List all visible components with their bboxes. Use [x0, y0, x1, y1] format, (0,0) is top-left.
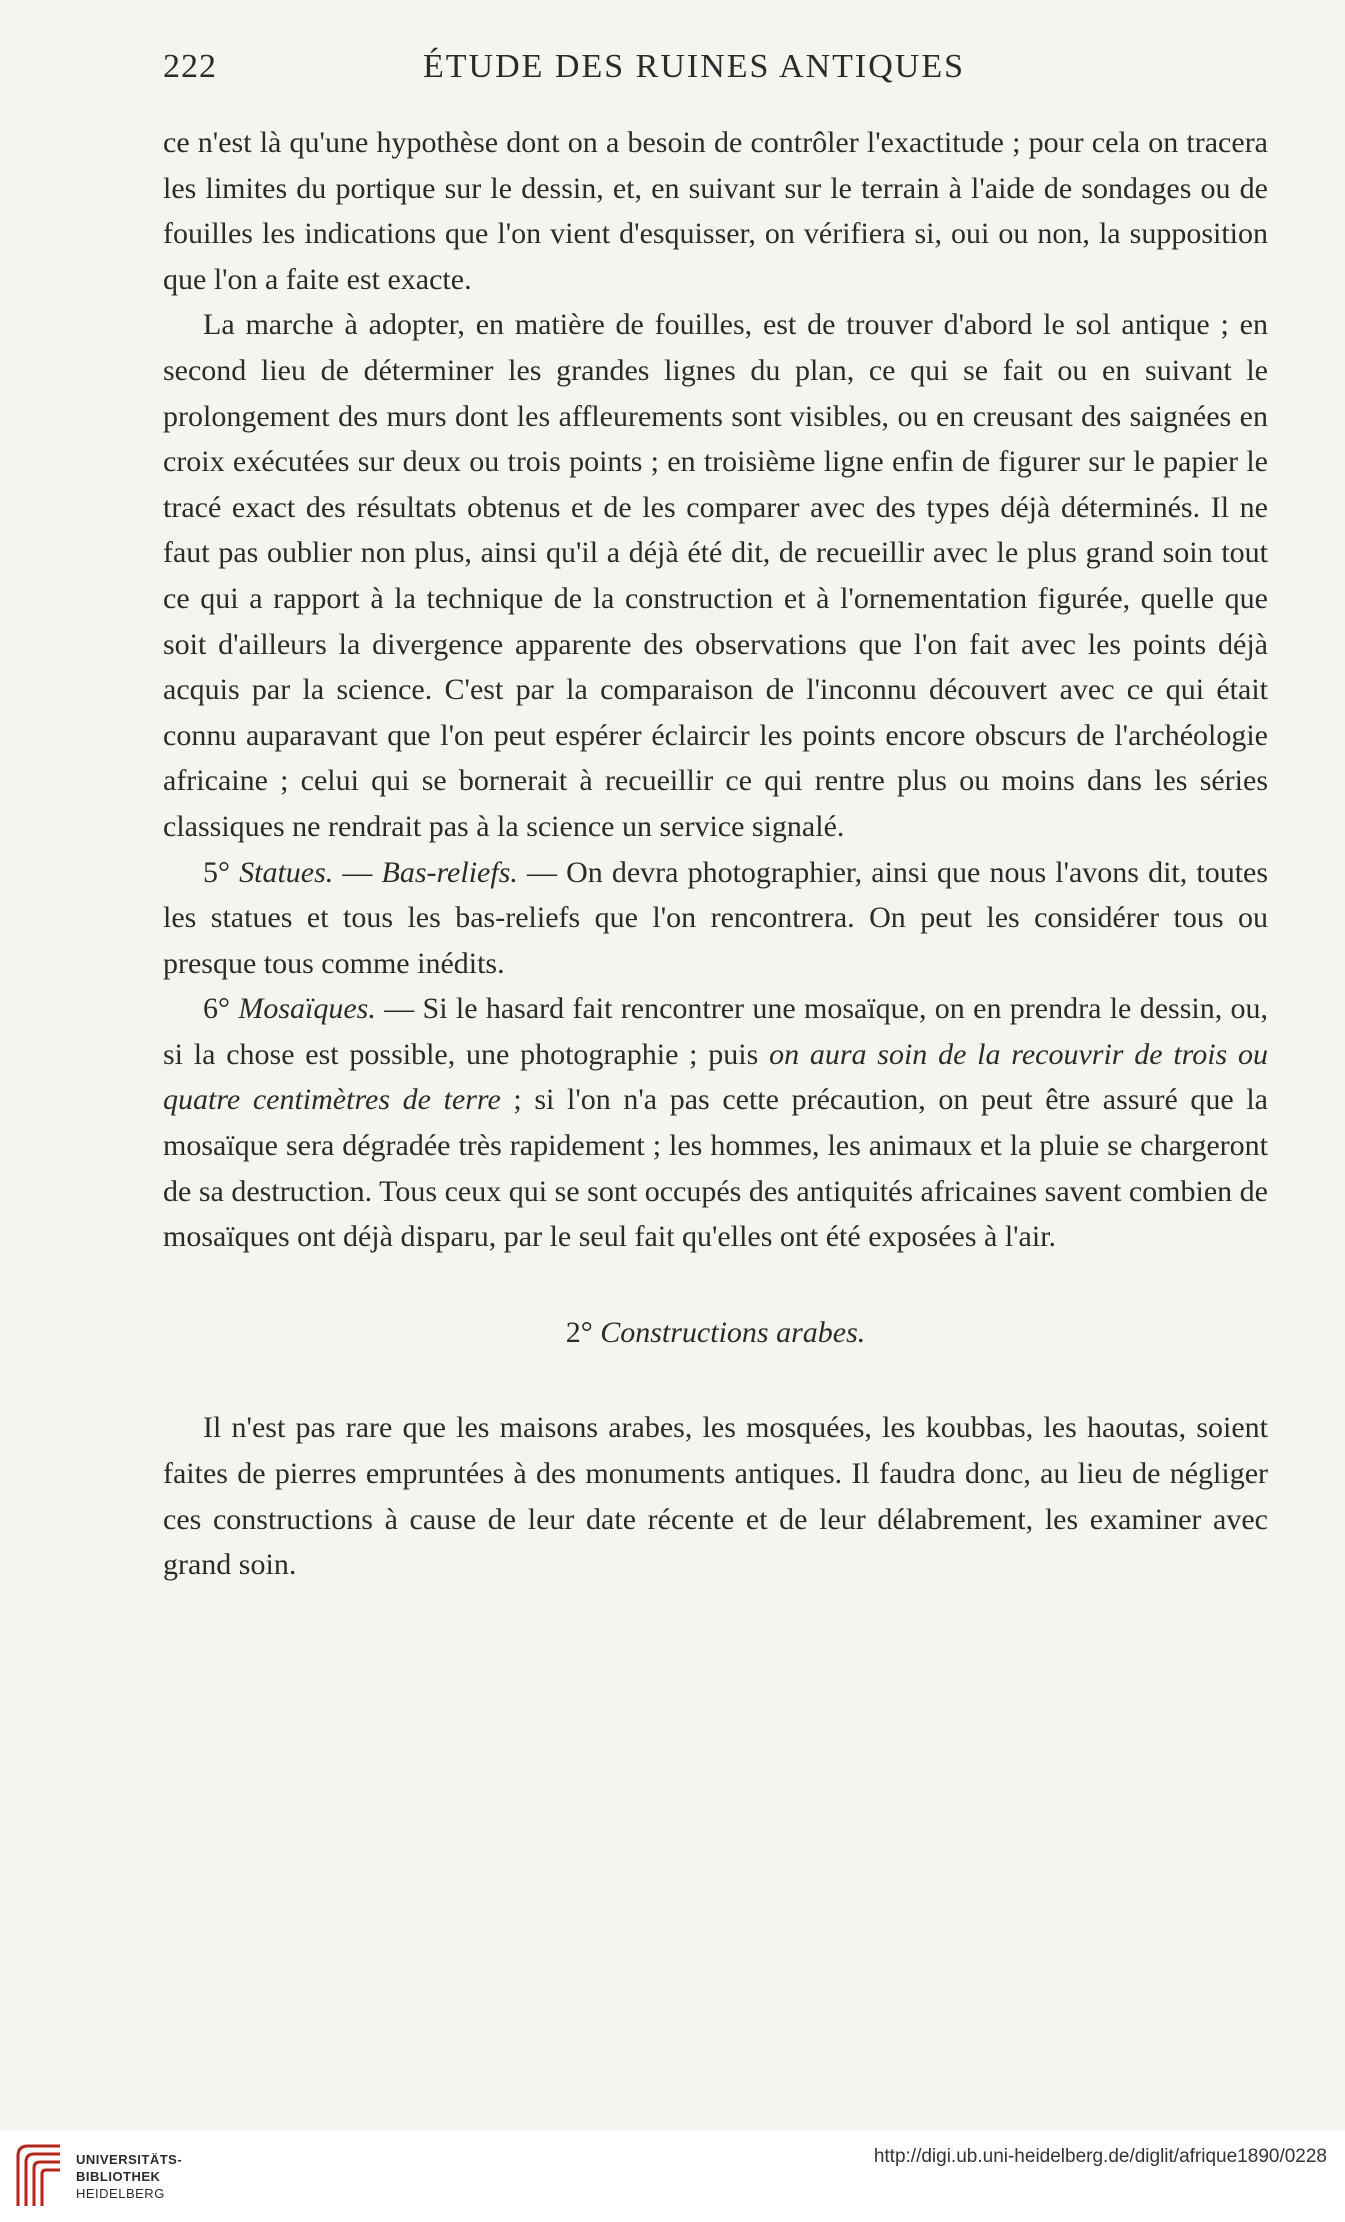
- footer-bar: [0, 2130, 1345, 2222]
- paragraph-mosaiques: [163, 986, 1268, 1260]
- mosaiques-italic-instruction: on aura soin de la recouvrir de trois ou quatre centimètres de terre: [163, 1037, 1269, 1117]
- mosaiques-label: Mosaïques.: [238, 992, 376, 1026]
- section-heading-number: 2°: [565, 1315, 593, 1349]
- statues-dash-1: —: [333, 855, 382, 889]
- mosaiques-number: 6°: [203, 992, 230, 1026]
- bas-reliefs-label: Bas-reliefs.: [381, 855, 518, 889]
- source-url-link[interactable]: http://digi.ub.uni-heidelberg.de/diglit/afrique1890/0228: [873, 2146, 1327, 2167]
- mosaiques-text-before: Si le hasard fait rencontrer une mosaïque, on en prendra le dessin, ou, si la chose est possible, une photographie ; puis: [163, 992, 1269, 1071]
- logo-line-1: UNIVERSITÄTS-: [76, 2152, 183, 2167]
- section-heading: [163, 1310, 1268, 1356]
- running-title: ÉTUDE DES RUINES ANTIQUES: [423, 48, 966, 85]
- logo-line-2: BIBLIOTHEK: [76, 2169, 161, 2184]
- running-head: [163, 48, 1263, 98]
- logo-line-3: HEIDELBERG: [76, 2186, 165, 2201]
- statues-text: On devra photographier, ainsi que nous l'avons dit, toutes les statues et tous les bas-reliefs que l'on rencontrera. On peut les considérer tous ou presque tous comme inédits.: [163, 855, 1269, 980]
- section-heading-title: Constructions arabes.: [600, 1315, 866, 1349]
- statues-label: Statues.: [239, 855, 334, 889]
- library-logo: [14, 2142, 183, 2212]
- mosaiques-text-after: ; si l'on n'a pas cette précaution, on peut être assuré que la mosaïque sera dégradée très rapidement ; les hommes, les animaux et la pluie se chargeront de sa destruction. Tous ceux qui se sont occupés des antiquités africaines savent combien de mosaïques ont déjà disparu, par le seul fait qu'elles ont été exposées à l'air.: [163, 1083, 1268, 1254]
- paragraph-continuation: ce n'est là qu'une hypothèse dont on a besoin de contrôler l'exactitude ; pour cela on tracera les limites du portique sur le dessin, et, en suivant sur le terrain à l'aide de sondages ou de fouilles les indications que l'on vient d'esquisser, on vérifiera si, oui ou non, la supposition que l'on a faite est exacte.: [163, 126, 1268, 296]
- body-text: [163, 120, 1268, 1588]
- statues-number: 5°: [203, 855, 230, 889]
- page-number: 222: [163, 48, 217, 85]
- mosaiques-dash: —: [375, 992, 423, 1026]
- statues-dash-2: —: [517, 855, 567, 889]
- paragraph-fouilles: La marche à adopter, en matière de fouilles, est de trouver d'abord le sol antique ; en second lieu de déterminer les grandes lignes du plan, ce qui se fait ou en suivant le prolongement des murs dont les affleurements sont visibles, ou en creusant des saignées en croix exécutées sur deux ou trois points ; en troisième ligne enfin de figurer sur le papier le tracé exact des résultats obtenus et de les comparer avec des types déjà déterminés. Il ne faut pas oublier non plus, ainsi qu'il a déjà été dit, de recueillir avec le plus grand soin tout ce qui a rapport à la technique de la construction et à l'ornementation figurée, quelle que soit d'ailleurs la divergence apparente des observations que l'on fait avec les points déjà acquis par la science. C'est par la comparaison de l'inconnu découvert avec ce qui était connu auparavant que l'on peut espérer éclaircir les points encore obscurs de l'archéologie africaine ; celui qui se bornerait à recueillir ce qui rentre plus ou moins dans les séries classiques ne rendrait pas à la science un service signalé.: [163, 308, 1268, 843]
- library-logo-icon: [14, 2142, 66, 2208]
- paragraph-constructions-arabes: Il n'est pas rare que les maisons arabes, les mosquées, les koubbas, les haoutas, soient faites de pierres empruntées à des monuments antiques. Il faudra donc, au lieu de négliger ces constructions à cause de leur date récente et de leur délabrement, les examiner avec grand soin.: [163, 1411, 1268, 1582]
- paragraph-statues: [163, 850, 1268, 987]
